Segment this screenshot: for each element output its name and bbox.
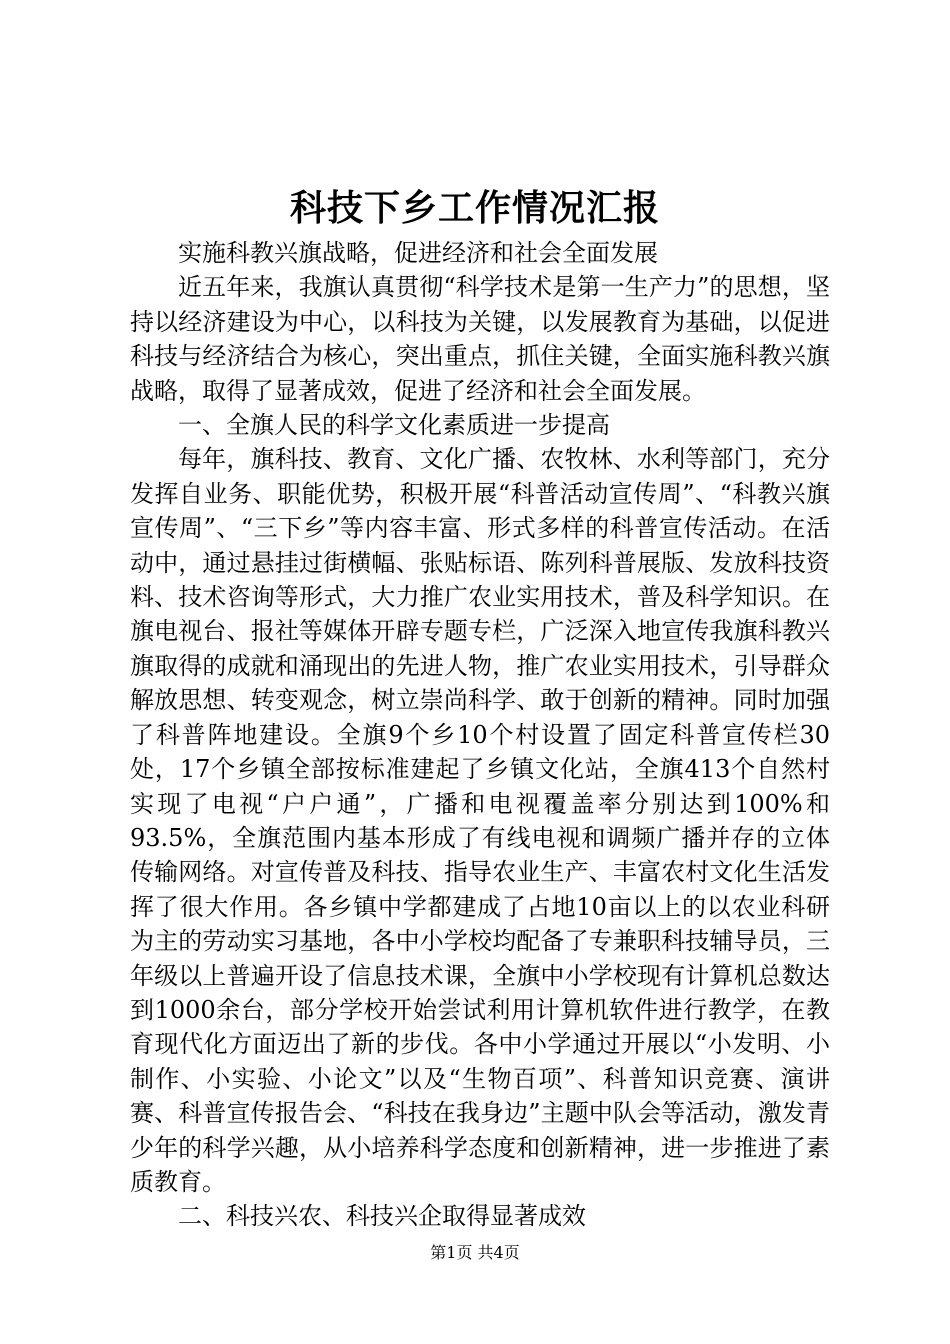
intro-paragraph: 近五年来，我旗认真贯彻“科学技术是第一生产力”的思想，坚持以经济建设为中心，以科技为关键，以发展教育为基础，以促进科技与经济结合为核心，突出重点，抓住关键，全面实施科教兴旗战略，取得了显著成效，促进了经济和社会全面发展。	[130, 273, 830, 405]
page-number-footer: 第1页 共4页	[430, 1243, 520, 1262]
document-title: 科技下乡工作情况汇报	[289, 187, 660, 229]
section-1-paragraph: 每年，旗科技、教育、文化广播、农牧林、水利等部门，充分发挥自业务、职能优势，积极开展“科普活动宣传周”、“科教兴旗宣传周”、“三下乡”等内容丰富、形式多样的科普宣传活动。在活动中，通过悬挂过街横幅、张贴标语、陈列科普展版、发放科技资料、技术咨询等形式，大力推广农业实用技术，普及科学知识。在旗电视台、报社等媒体开辟专题专栏，广泛深入地宣传我旗科教兴旗取得的成就和涌现出的先进人物，推广农业实用技术，引导群众解放思想、转变观念，树立崇尚科学、敢于创新的精神。同时加强了科普阵地建设。全旗9个乡10个村设置了固定科普宣传栏30处，17个乡镇全部按标准建起了乡镇文化站，全旗413个自然村实现了电视“户户通”，广播和电视覆盖率分别达到100%和93.5%，全旗范围内基本形成了有线电视和调频广播并存的立体传输网络。对宣传普及科技、指导农业生产、丰富农村文化生活发挥了很大作用。各乡镇中学都建成了占地10亩以上的以农业科研为主的劳动实习基地，各中小学校均配备了专兼职科技辅导员，三年级以上普遍开设了信息技术课，全旗中小学校现有计算机总数达到1000余台，部分学校开始尝试利用计算机软件进行教学，在教育现代化方面迈出了新的步伐。各中小学通过开展以“小发明、小制作、小实验、小论文”以及“生物百项”、科普知识竞赛、演讲赛、科普宣传报告会、“科技在我身边”主题中队会等活动，激发青少年的科学兴趣，从小培养科学态度和创新精神，进一步推进了素质教育。	[130, 445, 830, 1196]
document-body	[130, 236, 830, 1234]
section-heading-1: 一、全旗人民的科学文化素质进一步提高	[178, 411, 610, 440]
section-heading-2: 二、科技兴农、科技兴企取得显著成效	[178, 1202, 586, 1231]
subtitle-paragraph: 实施科教兴旗战略，促进经济和社会全面发展	[178, 239, 658, 267]
